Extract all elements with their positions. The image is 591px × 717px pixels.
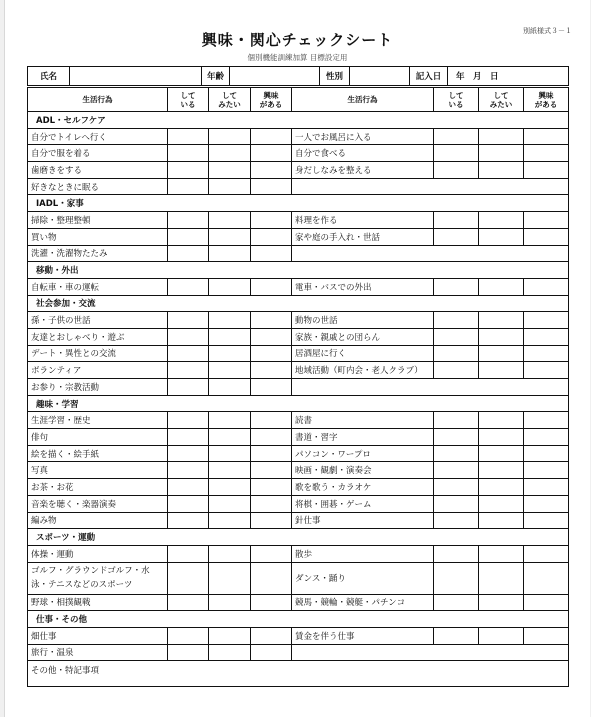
check-interest-box[interactable]	[251, 412, 292, 429]
check-interest-box[interactable]	[524, 462, 569, 479]
check-want-box[interactable]	[479, 562, 524, 594]
check-doing-box[interactable]	[434, 212, 479, 229]
activity-label: 自分で食べる	[292, 145, 434, 162]
form-id: 別紙様式３－１	[523, 27, 572, 35]
check-doing-box[interactable]	[434, 562, 479, 594]
check-interest-box[interactable]	[524, 594, 569, 611]
check-want-box[interactable]	[479, 212, 524, 229]
check-interest-box[interactable]	[251, 429, 292, 446]
check-interest-box[interactable]	[524, 412, 569, 429]
check-interest-box[interactable]	[524, 162, 569, 179]
check-doing-box[interactable]	[434, 128, 479, 145]
checklist-row	[28, 562, 569, 594]
check-doing-box[interactable]	[434, 145, 479, 162]
page-title: 興味・関心チェックシート	[201, 31, 394, 49]
check-want-box[interactable]	[209, 495, 251, 512]
activity-label: 家族・親戚との団らん	[292, 328, 434, 345]
check-doing-box[interactable]	[168, 379, 209, 396]
checklist-row	[28, 644, 569, 661]
activity-label: 賃金を伴う仕事	[292, 627, 434, 644]
section-title: ADL・セルフケア	[28, 112, 569, 129]
sex-label: 性別	[320, 67, 350, 86]
check-want-box[interactable]	[209, 328, 251, 345]
check-want-box[interactable]	[479, 495, 524, 512]
check-want-box[interactable]	[479, 545, 524, 562]
empty-cell	[292, 245, 569, 262]
date-label: 記入日	[410, 67, 448, 86]
check-interest-box[interactable]	[524, 212, 569, 229]
checklist-row	[28, 412, 569, 429]
check-want-box[interactable]	[209, 245, 251, 262]
checklist-row	[28, 429, 569, 446]
check-interest-box[interactable]	[251, 644, 292, 661]
check-doing-box[interactable]	[168, 228, 209, 245]
activity-label: 買い物	[28, 228, 168, 245]
check-interest-box[interactable]	[524, 429, 569, 446]
check-interest-box[interactable]	[251, 545, 292, 562]
section-title: IADL・家事	[28, 195, 569, 212]
activity-label: 地域活動（町内会・老人クラブ）	[292, 362, 434, 379]
checklist-row	[28, 495, 569, 512]
check-interest-box[interactable]	[524, 627, 569, 644]
activity-label: 散歩	[292, 545, 434, 562]
check-doing-box[interactable]	[168, 627, 209, 644]
checklist-row	[28, 128, 569, 145]
check-want-box[interactable]	[209, 445, 251, 462]
checklist-row	[28, 145, 569, 162]
check-want-box[interactable]	[209, 479, 251, 496]
activity-label: パソコン・ワープロ	[292, 445, 434, 462]
check-want-box[interactable]	[479, 312, 524, 329]
activity-label: 野球・相撲観戦	[28, 594, 168, 611]
section-title: スポーツ・運動	[28, 529, 569, 546]
header-interest: 興味 がある	[251, 88, 292, 112]
check-want-box[interactable]	[479, 278, 524, 295]
checklist-row	[28, 462, 569, 479]
check-want-box[interactable]	[209, 178, 251, 195]
name-field[interactable]	[70, 67, 202, 86]
section-title: 仕事・その他	[28, 611, 569, 628]
check-interest-box[interactable]	[251, 128, 292, 145]
check-interest-box[interactable]	[251, 512, 292, 529]
activity-label: 針仕事	[292, 512, 434, 529]
check-doing-box[interactable]	[434, 479, 479, 496]
check-interest-box[interactable]	[251, 278, 292, 295]
check-doing-box[interactable]	[168, 562, 209, 594]
checklist-row	[28, 594, 569, 611]
checklist-row	[28, 312, 569, 329]
empty-cell	[292, 178, 569, 195]
activity-label: 生涯学習・歴史	[28, 412, 168, 429]
check-want-box[interactable]	[479, 462, 524, 479]
checklist-row	[28, 212, 569, 229]
info-table	[27, 66, 569, 86]
activity-label: 読書	[292, 412, 434, 429]
checklist-row	[28, 479, 569, 496]
check-interest-box[interactable]	[251, 379, 292, 396]
checklist-row	[28, 345, 569, 362]
check-want-box[interactable]	[209, 312, 251, 329]
activity-label: 自分でトイレへ行く	[28, 128, 168, 145]
activity-label: 将棋・囲碁・ゲーム	[292, 495, 434, 512]
check-doing-box[interactable]	[434, 345, 479, 362]
check-doing-box[interactable]	[168, 212, 209, 229]
check-want-box[interactable]	[209, 512, 251, 529]
checklist-row	[28, 328, 569, 345]
check-interest-box[interactable]	[524, 145, 569, 162]
check-want-box[interactable]	[479, 445, 524, 462]
check-want-box[interactable]	[479, 228, 524, 245]
check-want-box[interactable]	[209, 412, 251, 429]
check-interest-box[interactable]	[524, 328, 569, 345]
page-subtitle: 個別機能訓練加算 目標設定用	[247, 53, 348, 62]
check-interest-box[interactable]	[524, 512, 569, 529]
check-doing-box[interactable]	[434, 495, 479, 512]
check-want-box[interactable]	[479, 594, 524, 611]
check-doing-box[interactable]	[168, 644, 209, 661]
check-interest-box[interactable]	[524, 495, 569, 512]
check-doing-box[interactable]	[168, 445, 209, 462]
activity-label: 居酒屋に行く	[292, 345, 434, 362]
check-doing-box[interactable]	[168, 429, 209, 446]
check-interest-box[interactable]	[524, 312, 569, 329]
activity-label: 歌を歌う・カラオケ	[292, 479, 434, 496]
checklist-row	[28, 178, 569, 195]
age-label: 年齢	[202, 67, 230, 86]
empty-cell	[292, 379, 569, 396]
check-want-box[interactable]	[479, 328, 524, 345]
activity-label: 旅行・温泉	[28, 644, 168, 661]
name-label: 氏名	[28, 67, 70, 86]
checklist-row	[28, 445, 569, 462]
check-interest-box[interactable]	[251, 178, 292, 195]
check-interest-box[interactable]	[251, 479, 292, 496]
check-interest-box[interactable]	[251, 312, 292, 329]
activity-label: 音楽を聴く・楽器演奏	[28, 495, 168, 512]
activity-label: 映画・観劇・演奏会	[292, 462, 434, 479]
check-doing-box[interactable]	[168, 178, 209, 195]
check-want-box[interactable]	[209, 128, 251, 145]
check-doing-box[interactable]	[434, 312, 479, 329]
check-doing-box[interactable]	[434, 162, 479, 179]
empty-cell	[292, 644, 569, 661]
check-want-box[interactable]	[209, 145, 251, 162]
check-want-box[interactable]	[479, 345, 524, 362]
check-doing-box[interactable]	[434, 362, 479, 379]
check-doing-box[interactable]	[168, 362, 209, 379]
check-want-box[interactable]	[209, 644, 251, 661]
check-want-box[interactable]	[209, 545, 251, 562]
activity-label: ボランティア	[28, 362, 168, 379]
check-doing-box[interactable]	[434, 429, 479, 446]
activity-label: デート・異性との交流	[28, 345, 168, 362]
check-doing-box[interactable]	[168, 594, 209, 611]
check-want-box[interactable]	[479, 128, 524, 145]
check-interest-box[interactable]	[251, 328, 292, 345]
check-interest-box[interactable]	[251, 445, 292, 462]
activity-label: 畑仕事	[28, 627, 168, 644]
checklist-row	[28, 278, 569, 295]
activity-label: 書道・習字	[292, 429, 434, 446]
check-want-box[interactable]	[479, 429, 524, 446]
check-interest-box[interactable]	[251, 245, 292, 262]
check-interest-box[interactable]	[251, 212, 292, 229]
activity-label: 身だしなみを整える	[292, 162, 434, 179]
check-doing-box[interactable]	[434, 545, 479, 562]
activity-label: 編み物	[28, 512, 168, 529]
check-doing-box[interactable]	[434, 512, 479, 529]
activity-label: 家や庭の手入れ・世話	[292, 228, 434, 245]
check-interest-box[interactable]	[524, 445, 569, 462]
header-doing: して いる	[168, 88, 209, 112]
check-want-box[interactable]	[209, 228, 251, 245]
check-interest-box[interactable]	[251, 362, 292, 379]
check-interest-box[interactable]	[251, 495, 292, 512]
check-want-box[interactable]	[209, 594, 251, 611]
activity-label: 自転車・車の運転	[28, 278, 168, 295]
check-want-box[interactable]	[209, 562, 251, 594]
check-want-box[interactable]	[209, 362, 251, 379]
checklist-row	[28, 627, 569, 644]
check-interest-box[interactable]	[251, 345, 292, 362]
activity-label: お参り・宗教活動	[28, 379, 168, 396]
check-want-box[interactable]	[209, 162, 251, 179]
section-title: 社会参加・交流	[28, 295, 569, 312]
check-interest-box[interactable]	[524, 562, 569, 594]
check-doing-box[interactable]	[168, 278, 209, 295]
check-doing-box[interactable]	[168, 128, 209, 145]
check-want-box[interactable]	[479, 362, 524, 379]
checklist-row	[28, 379, 569, 396]
check-want-box[interactable]	[209, 345, 251, 362]
check-doing-box[interactable]	[434, 627, 479, 644]
check-want-box[interactable]	[209, 627, 251, 644]
check-doing-box[interactable]	[168, 462, 209, 479]
check-interest-box[interactable]	[251, 462, 292, 479]
check-table	[27, 87, 569, 687]
activity-label: ダンス・踊り	[292, 562, 434, 594]
check-interest-box[interactable]	[251, 228, 292, 245]
check-want-box[interactable]	[479, 162, 524, 179]
activity-label: 掃除・整理整頓	[28, 212, 168, 229]
check-want-box[interactable]	[479, 145, 524, 162]
date-field[interactable]: 年 月 日	[448, 67, 569, 86]
activity-label: 料理を作る	[292, 212, 434, 229]
activity-label: 動物の世話	[292, 312, 434, 329]
check-interest-box[interactable]	[251, 562, 292, 594]
check-want-box[interactable]	[209, 212, 251, 229]
check-interest-box[interactable]	[251, 162, 292, 179]
check-interest-box[interactable]	[251, 627, 292, 644]
check-interest-box[interactable]	[524, 479, 569, 496]
checklist-row	[28, 162, 569, 179]
checklist-row	[28, 245, 569, 262]
check-interest-box[interactable]	[524, 278, 569, 295]
activity-label: ゴルフ・グラウンドゴルフ・水泳・テニスなどのスポーツ	[28, 562, 168, 594]
activity-label: お茶・お花	[28, 479, 168, 496]
header-interest: 興味 がある	[524, 88, 569, 112]
section-title: 移動・外出	[28, 262, 569, 279]
check-doing-box[interactable]	[168, 312, 209, 329]
check-doing-box[interactable]	[168, 145, 209, 162]
check-doing-box[interactable]	[168, 412, 209, 429]
check-interest-box[interactable]	[251, 594, 292, 611]
activity-label: 一人でお風呂に入る	[292, 128, 434, 145]
check-interest-box[interactable]	[524, 128, 569, 145]
header-activity: 生活行為	[292, 88, 434, 112]
check-doing-box[interactable]	[168, 495, 209, 512]
activity-label: 孫・子供の世話	[28, 312, 168, 329]
check-doing-box[interactable]	[434, 462, 479, 479]
header-doing: して いる	[434, 88, 479, 112]
activity-label: 自分で服を着る	[28, 145, 168, 162]
check-doing-box[interactable]	[434, 412, 479, 429]
check-doing-box[interactable]	[434, 328, 479, 345]
activity-label: 競馬・競輪・競艇・パチンコ	[292, 594, 434, 611]
check-want-box[interactable]	[209, 379, 251, 396]
activity-label: 好きなときに眠る	[28, 178, 168, 195]
check-doing-box[interactable]	[168, 328, 209, 345]
notes-field[interactable]: その他・特記事項	[28, 661, 569, 687]
activity-label: 写真	[28, 462, 168, 479]
activity-label: 友達とおしゃべり・遊ぶ	[28, 328, 168, 345]
check-want-box[interactable]	[479, 512, 524, 529]
checklist-row	[28, 545, 569, 562]
header-want: して みたい	[209, 88, 251, 112]
check-want-box[interactable]	[209, 278, 251, 295]
check-doing-box[interactable]	[168, 245, 209, 262]
sex-field[interactable]	[350, 67, 410, 86]
check-want-box[interactable]	[479, 627, 524, 644]
check-doing-box[interactable]	[168, 479, 209, 496]
check-doing-box[interactable]	[168, 162, 209, 179]
check-interest-box[interactable]	[524, 362, 569, 379]
section-title: 趣味・学習	[28, 395, 569, 412]
header-want: して みたい	[479, 88, 524, 112]
check-doing-box[interactable]	[168, 545, 209, 562]
check-interest-box[interactable]	[524, 345, 569, 362]
checklist-row	[28, 512, 569, 529]
age-field[interactable]	[230, 67, 320, 86]
check-doing-box[interactable]	[434, 594, 479, 611]
check-interest-box[interactable]	[524, 545, 569, 562]
check-doing-box[interactable]	[434, 228, 479, 245]
activity-label: 歯磨きをする	[28, 162, 168, 179]
activity-label: 俳句	[28, 429, 168, 446]
activity-label: 体操・運動	[28, 545, 168, 562]
checklist-row	[28, 362, 569, 379]
activity-label: 絵を描く・絵手紙	[28, 445, 168, 462]
check-doing-box[interactable]	[434, 278, 479, 295]
check-want-box[interactable]	[209, 462, 251, 479]
check-doing-box[interactable]	[168, 512, 209, 529]
activity-label: 電車・バスでの外出	[292, 278, 434, 295]
check-interest-box[interactable]	[251, 145, 292, 162]
check-want-box[interactable]	[479, 412, 524, 429]
check-doing-box[interactable]	[434, 445, 479, 462]
checklist-row	[28, 228, 569, 245]
check-want-box[interactable]	[479, 479, 524, 496]
check-want-box[interactable]	[209, 429, 251, 446]
check-interest-box[interactable]	[524, 228, 569, 245]
check-doing-box[interactable]	[168, 345, 209, 362]
activity-label: 洗濯・洗濯物たたみ	[28, 245, 168, 262]
header-activity: 生活行為	[28, 88, 168, 112]
